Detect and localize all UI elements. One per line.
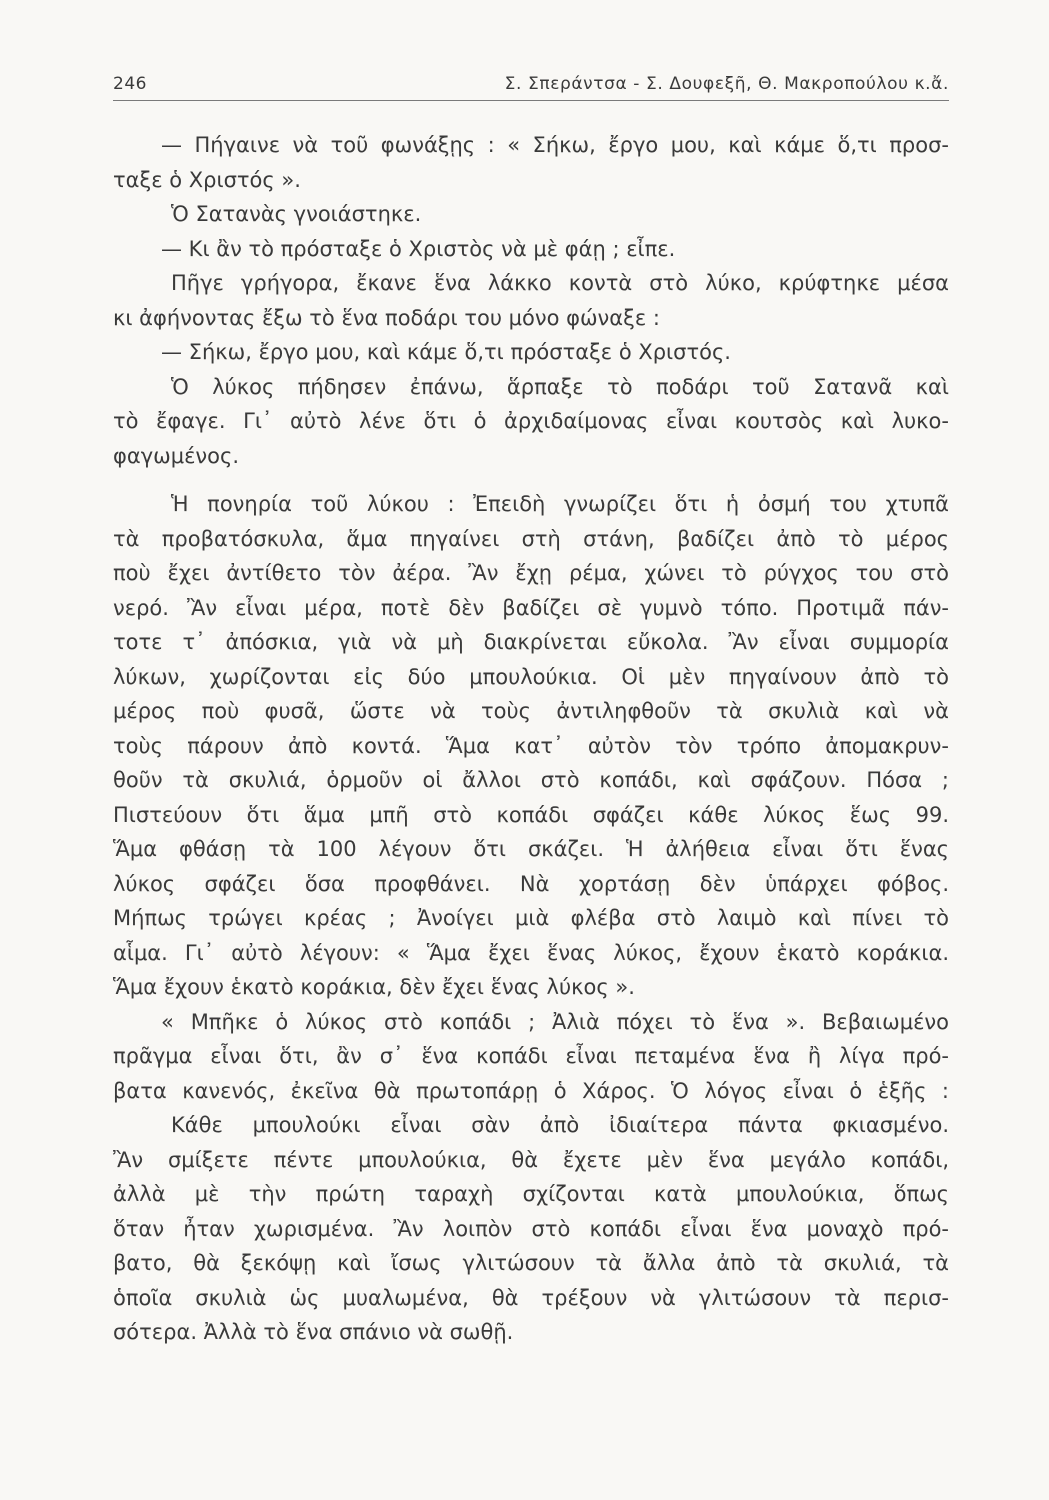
text-line: αἷμα. Γι᾽ αὐτὸ λέγουν: « Ἅμα ἔχει ἕνας λύκος, ἔχουν ἑκατὸ κοράκια. xyxy=(113,940,949,965)
text-line: κι ἀφήνοντας ἔξω τὸ ἕνα ποδάρι του μόνο φώναξε : xyxy=(113,305,660,330)
text-line: βατα κανενός, ἐκεῖνα θὰ πρωτοπάρῃ ὁ Χάρος. Ὁ λόγος εἶναι ὁ ἑξῆς : xyxy=(113,1078,949,1103)
body-text xyxy=(113,128,949,1350)
text-line: Ἅμα φθάσῃ τὰ 100 λέγουν ὅτι σκάζει. Ἡ ἀλήθεια εἶναι ὅτι ἕνας xyxy=(113,837,949,861)
text-line: πρᾶγμα εἶναι ὅτι, ἂν σ᾽ ἕνα κοπάδι εἶναι πεταμένα ἕνα ἢ λίγα πρό- xyxy=(113,1044,949,1068)
text-line: — Κι ἂν τὸ πρόσταξε ὁ Χριστὸς νὰ μὲ φάῃ ; εἶπε. xyxy=(161,236,676,261)
running-header xyxy=(113,74,949,101)
text-line: Ἅμα ἔχουν ἑκατὸ κοράκια, δὲν ἔχει ἕνας λύκος ». xyxy=(113,975,635,999)
text-line: φαγωμένος. xyxy=(113,443,239,468)
paragraph-gap xyxy=(113,473,949,487)
text-line: — Σήκω, ἔργο μου, καὶ κάμε ὅ,τι πρόσταξε ὁ Χριστός. xyxy=(161,340,731,364)
text-line: θοῦν τὰ σκυλιά, ὁρμοῦν οἱ ἄλλοι στὸ κοπάδι, καὶ σφάζουν. Πόσα ; xyxy=(113,768,949,792)
text-line: λύκων, χωρίζονται εἰς δύο μπουλούκια. Οἱ μὲν πηγαίνουν ἀπὸ τὸ xyxy=(113,664,949,689)
page-number: 246 xyxy=(113,74,147,94)
text-line: ποὺ ἔχει ἀντίθετο τὸν ἀέρα. Ἂν ἔχῃ ρέμα, χώνει τὸ ρύγχος του στὸ xyxy=(113,561,949,585)
text-line: τοὺς πάρουν ἀπὸ κοντά. Ἅμα κατ᾽ αὐτὸν τὸν τρόπο ἀπομακρυν- xyxy=(113,733,949,758)
text-line: Ἡ πονηρία τοῦ λύκου : Ἐπειδὴ γνωρίζει ὅτι ἡ ὀσμή του χτυπᾶ xyxy=(171,492,949,516)
text-line: Πιστεύουν ὅτι ἅμα μπῆ στὸ κοπάδι σφάζει κάθε λύκος ἕως 99. xyxy=(113,802,949,827)
text-line: Ὁ λύκος πήδησεν ἐπάνω, ἅρπαξε τὸ ποδάρι τοῦ Σατανᾶ καὶ xyxy=(171,374,949,399)
text-line: τοτε τ᾽ ἀπόσκια, γιὰ νὰ μὴ διακρίνεται εὔκολα. Ἂν εἶναι συμμορία xyxy=(113,630,949,654)
text-line: βατο, θὰ ξεκόψῃ καὶ ἴσως γλιτώσουν τὰ ἄλλα ἀπὸ τὰ σκυλιά, τὰ xyxy=(113,1251,949,1275)
text-line: τὰ προβατόσκυλα, ἅμα πηγαίνει στὴ στάνη, βαδίζει ἀπὸ τὸ μέρος xyxy=(113,526,949,551)
text-line: νερό. Ἂν εἶναι μέρα, ποτὲ δὲν βαδίζει σὲ γυμνὸ τόπο. Προτιμᾶ πάν- xyxy=(113,595,949,620)
text-line: Ἂν σμίξετε πέντε μπουλούκια, θὰ ἔχετε μὲν ἕνα μεγάλο κοπάδι, xyxy=(113,1147,949,1172)
text-line: — Πήγαινε νὰ τοῦ φωνάξῃς : « Σήκω, ἔργο μου, καὶ κάμε ὅ,τι προσ- xyxy=(161,133,949,157)
text-line: Πῆγε γρήγορα, ἔκανε ἕνα λάκκο κοντὰ στὸ λύκο, κρύφτηκε μέσα xyxy=(171,271,949,295)
text-line: « Μπῆκε ὁ λύκος στὸ κοπάδι ; Ἀλιὰ πόχει τὸ ἕνα ». Βεβαιωμένο xyxy=(161,1009,949,1034)
text-line: ἀλλὰ μὲ τὴν πρώτη ταραχὴ σχίζονται κατὰ μπουλούκια, ὅπως xyxy=(113,1182,949,1206)
text-line: ὅταν ἦταν χωρισμένα. Ἂν λοιπὸν στὸ κοπάδι εἶναι ἕνα μοναχὸ πρό- xyxy=(113,1216,949,1241)
running-head-title: Σ. Σπεράντσα - Σ. Δουφεξῆ, Θ. Μακροπούλου κ.ἄ. xyxy=(504,74,949,94)
text-line: Κάθε μπουλούκι εἶναι σὰν ἀπὸ ἰδιαίτερα πάντα φκιασμένο. xyxy=(171,1113,949,1137)
text-line: ὁποῖα σκυλιὰ ὡς μυαλωμένα, θὰ τρέξουν νὰ γλιτώσουν τὰ περισ- xyxy=(113,1285,949,1310)
text-line: μέρος ποὺ φυσᾶ, ὥστε νὰ τοὺς ἀντιληφθοῦν τὰ σκυλιὰ καὶ νὰ xyxy=(113,699,949,723)
text-line: λύκος σφάζει ὅσα προφθάνει. Νὰ χορτάσῃ δὲν ὑπάρχει φόβος. xyxy=(113,871,949,896)
text-line: ταξε ὁ Χριστός ». xyxy=(113,167,301,192)
text-line: Ὁ Σατανὰς γνοιάστηκε. xyxy=(171,202,422,226)
text-line: σότερα. Ἀλλὰ τὸ ἕνα σπάνιο νὰ σωθῇ. xyxy=(113,1320,514,1344)
text-line: τὸ ἔφαγε. Γι᾽ αὐτὸ λένε ὅτι ὁ ἀρχιδαίμονας εἶναι κουτσὸς καὶ λυκο- xyxy=(113,409,949,433)
text-line: Μήπως τρώγει κρέας ; Ἀνοίγει μιὰ φλέβα στὸ λαιμὸ καὶ πίνει τὸ xyxy=(113,906,949,930)
